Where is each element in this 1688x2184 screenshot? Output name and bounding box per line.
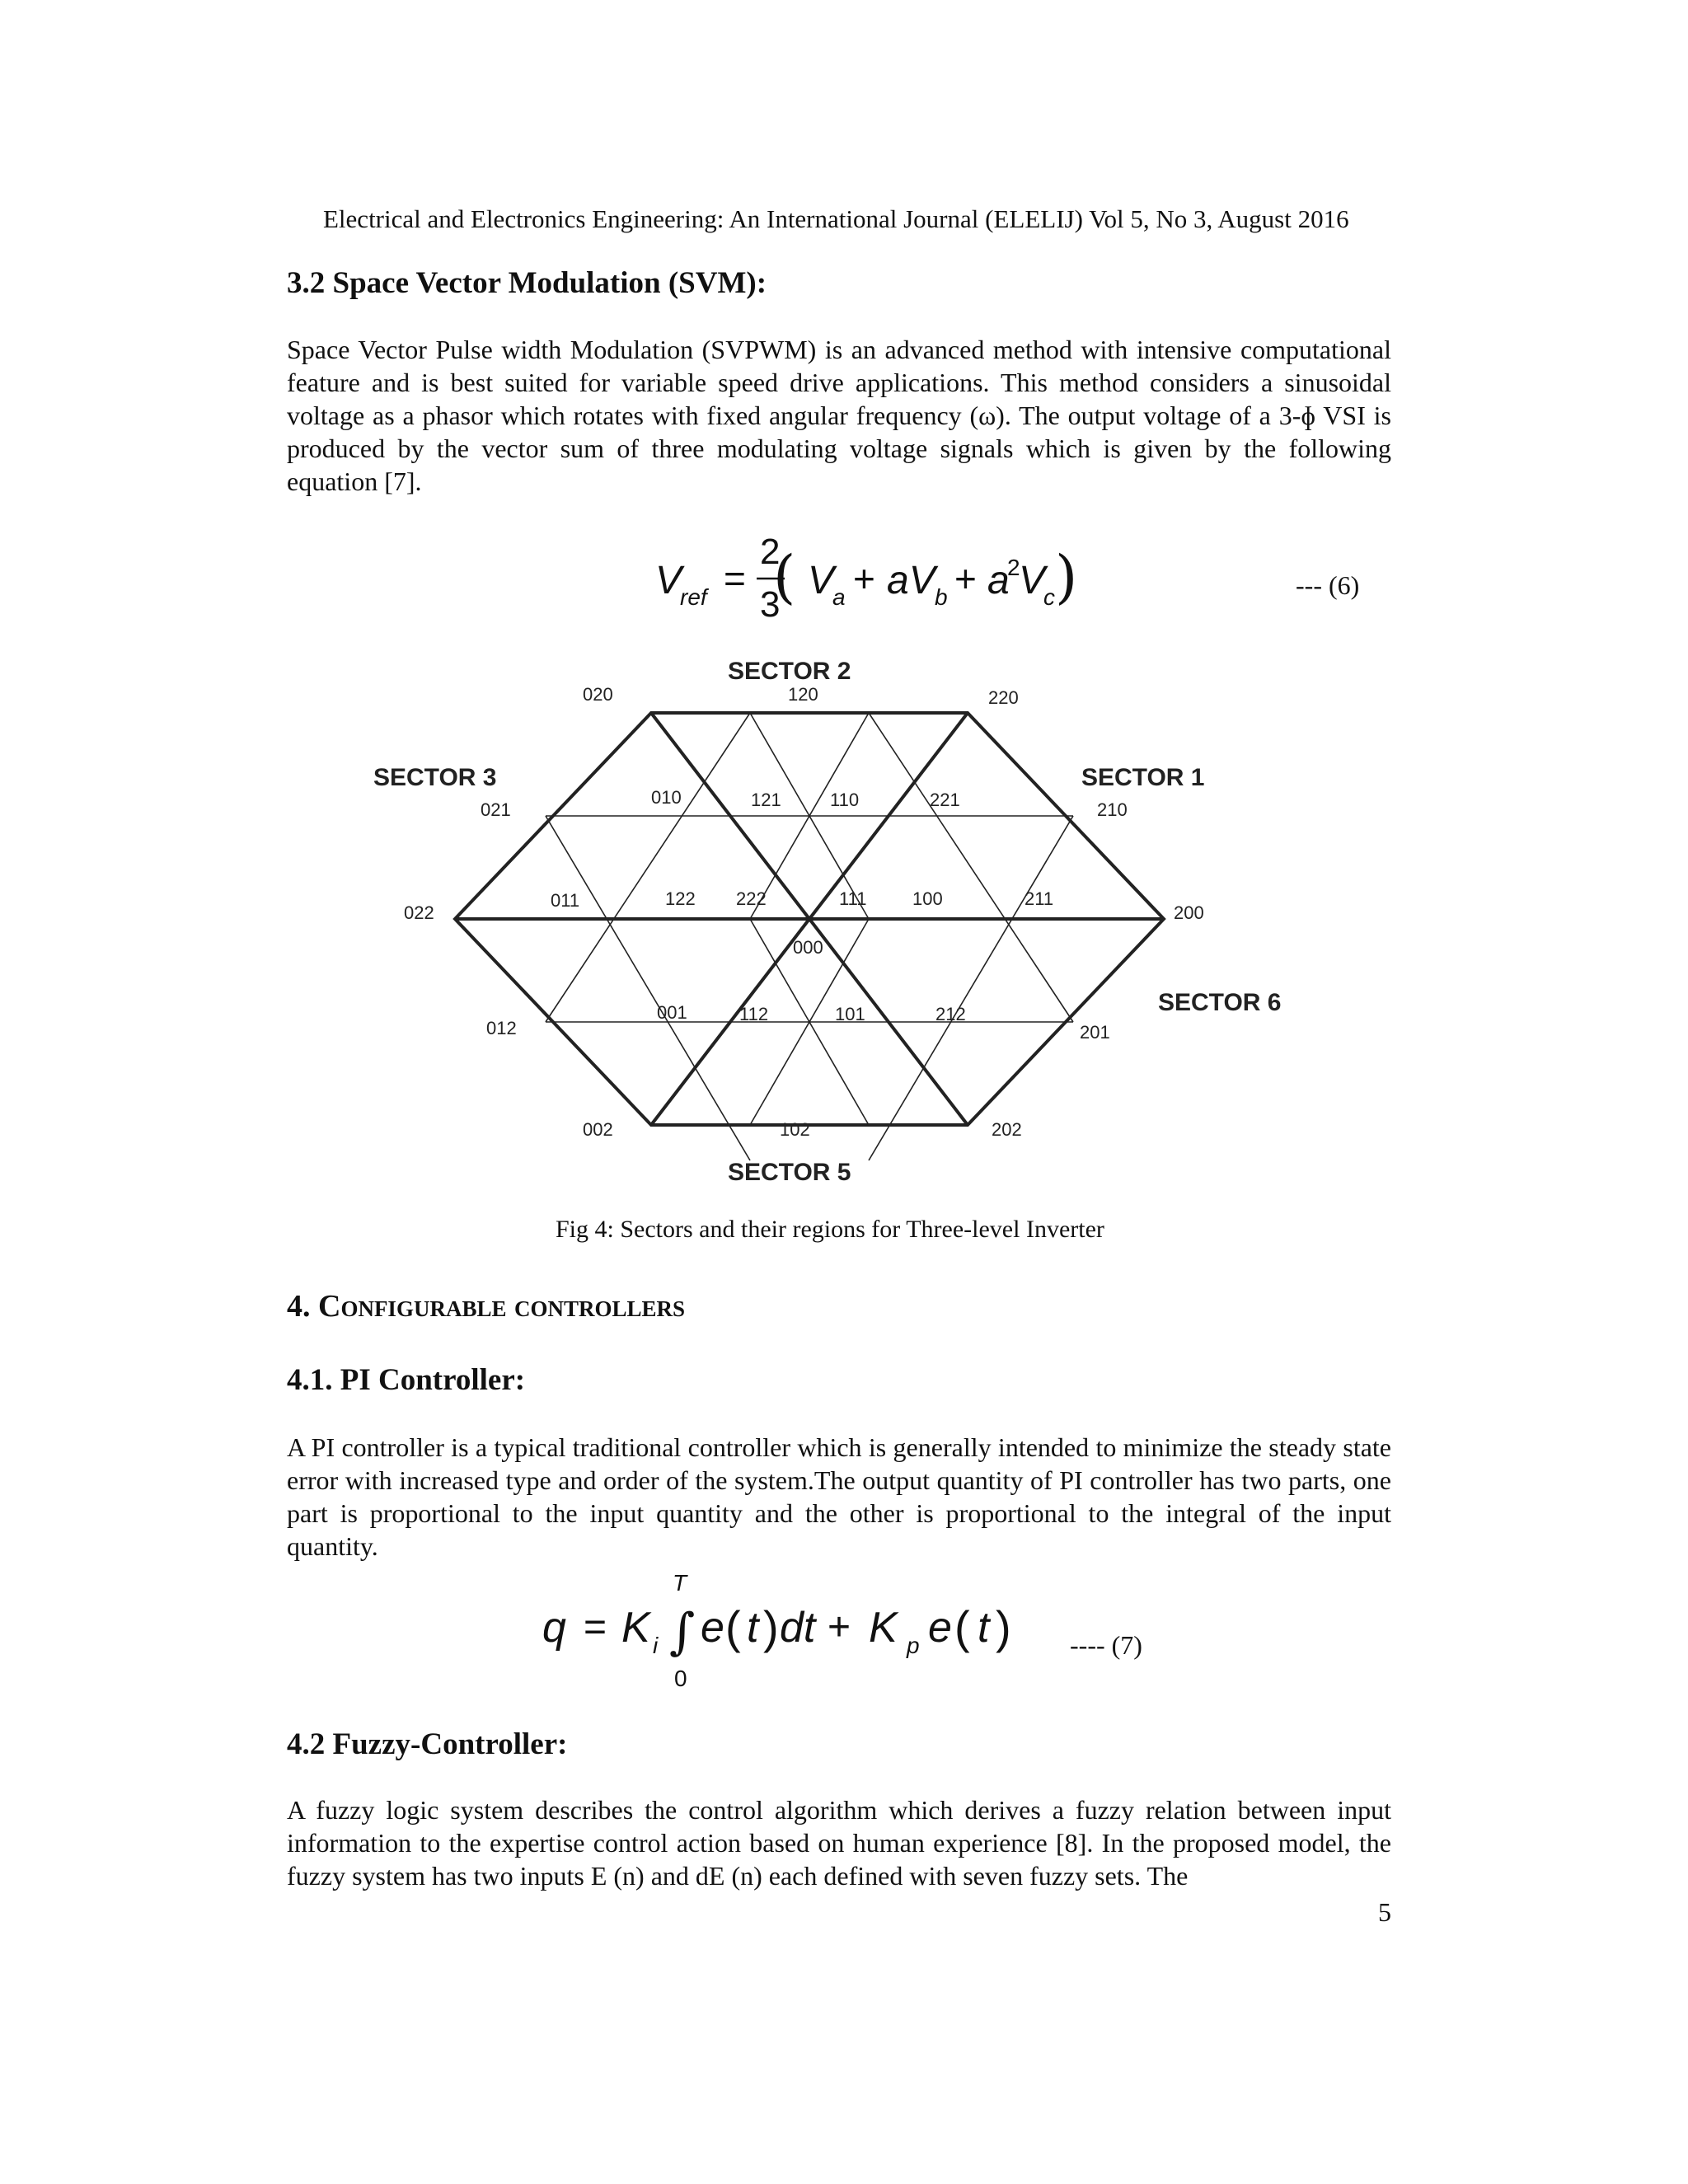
sector-6-label: SECTOR 6	[1158, 989, 1282, 1016]
vector-label: 220	[988, 687, 1019, 708]
eq7-paren3: (	[954, 1601, 970, 1653]
vector-label: 111	[839, 888, 867, 909]
sector-2-label: SECTOR 2	[728, 658, 851, 685]
vector-label: 101	[835, 1004, 865, 1024]
vector-label: 200	[1174, 902, 1204, 923]
figure-caption: Fig 4: Sectors and their regions for Three-level Inverter	[556, 1216, 1104, 1243]
section-heading-fuzzy: 4.2 Fuzzy-Controller:	[287, 1727, 568, 1761]
equation-6-number: --- (6)	[1296, 570, 1360, 600]
eq7-plus: +	[828, 1605, 851, 1649]
eq7-dt: dt	[780, 1604, 816, 1652]
vector-label: 022	[404, 902, 434, 923]
vector-label: 211	[1025, 888, 1054, 909]
eq7-equals: =	[584, 1605, 607, 1649]
eq6-numerator: 2	[760, 532, 781, 572]
vector-label: 122	[665, 888, 696, 909]
vector-label: 102	[780, 1119, 810, 1140]
eq7-sub-i: i	[653, 1633, 659, 1658]
vector-label: 121	[751, 790, 781, 810]
section-title: Configurable controllers	[318, 1289, 686, 1324]
eq6-sub-a: a	[832, 584, 846, 610]
vector-label: 012	[486, 1018, 517, 1038]
eq7-paren4: )	[996, 1601, 1011, 1653]
vector-label: 011	[551, 890, 580, 911]
section-heading-pi: 4.1. PI Controller:	[287, 1363, 526, 1397]
eq7-sub-p: p	[907, 1633, 920, 1658]
vector-label: 010	[651, 787, 682, 808]
eq6-sub-c: c	[1043, 584, 1055, 610]
vector-label: 110	[830, 790, 860, 810]
eq7-e2: e	[928, 1604, 952, 1652]
eq6-denominator: 3	[760, 584, 781, 625]
vector-label: 100	[912, 888, 943, 909]
vector-label: 112	[739, 1004, 769, 1024]
vector-label: 020	[583, 684, 613, 705]
eq6-plus2: +	[954, 557, 977, 600]
eq6-sup-2: 2	[1007, 555, 1020, 580]
vector-label: 120	[788, 684, 818, 705]
pi-paragraph	[287, 1431, 1391, 1563]
fuzzy-paragraph	[287, 1793, 1391, 1892]
vector-label: 002	[583, 1119, 613, 1140]
vector-label: 222	[736, 888, 767, 909]
eq6-vc: V	[1019, 559, 1046, 602]
fuzzy-paragraph-text: A fuzzy logic system describes the control algorithm which derives a fuzzy relation between input information to the expertise control action based on human experience [8]. In the proposed model, the fuzzy system has two inputs E (n) and dE (n) each defined with seven fuzzy sets. The	[287, 1795, 1391, 1891]
eq7-t1: t	[747, 1604, 759, 1652]
eq6-left-paren: (	[773, 543, 796, 611]
sector-3-label: SECTOR 3	[373, 764, 497, 791]
vector-label: 001	[657, 1002, 687, 1023]
eq6-a2: a	[987, 559, 1010, 602]
vector-label: 021	[481, 799, 511, 820]
vector-label: 221	[930, 790, 960, 810]
eq6-avb: aV	[887, 559, 935, 602]
eq7-paren1: (	[725, 1601, 741, 1653]
vector-label: 212	[935, 1004, 966, 1024]
eq7-e1: e	[701, 1604, 724, 1652]
eq7-upper-limit: T	[673, 1570, 687, 1596]
eq7-t2: t	[978, 1604, 990, 1652]
sector-diagram	[363, 643, 1352, 1203]
eq6-plus1: +	[853, 557, 875, 600]
eq7-kp: K	[869, 1604, 898, 1652]
sector-5-label: SECTOR 5	[728, 1159, 851, 1186]
vector-label: 202	[992, 1119, 1022, 1140]
eq7-q: q	[542, 1604, 566, 1652]
eq6-sub-ref: ref	[680, 584, 707, 610]
eq7-paren2: )	[763, 1601, 779, 1653]
pi-paragraph-text: A PI controller is a typical traditional controller which is generally intended to minimize the steady state error with increased type and order of the system.The output quantity of PI controller has two parts, one part is proportional to the input quantity and the other is proportional to the integral of the input quantity.	[287, 1432, 1391, 1561]
outer-hexagon-and-sector-lines	[455, 713, 1164, 1125]
eq7-lower-limit: 0	[674, 1666, 687, 1691]
page-number: 5	[1378, 1897, 1391, 1927]
equation-7-number: ---- (7)	[1070, 1630, 1142, 1660]
vector-label: 000	[793, 937, 823, 958]
svm-paragraph-text: Space Vector Pulse width Modulation (SVPWM) is an advanced method with intensive computational feature and is best suited for variable speed drive applications. This method considers a sinusoidal voltage as a phasor which rotates with fixed angular frequency (ω). The output voltage of a 3-ɸ VSI is produced by the vector sum of three modulating voltage signals which is given by the following equation [7].	[287, 335, 1391, 496]
eq6-equals: =	[724, 557, 746, 600]
vector-label: 201	[1080, 1022, 1110, 1043]
vector-label: 210	[1097, 799, 1128, 820]
section-heading-configurable	[287, 1288, 685, 1324]
equation-7	[528, 1566, 1039, 1698]
section-number: 4.	[287, 1289, 318, 1324]
eq6-sub-b: b	[935, 584, 948, 610]
eq6-v: V	[655, 559, 682, 602]
eq7-integral: ∫	[669, 1603, 696, 1661]
section-heading-svm: 3.2 Space Vector Modulation (SVM):	[287, 266, 767, 300]
sector-1-label: SECTOR 1	[1081, 764, 1205, 791]
running-header: Electrical and Electronics Engineering: An International Journal (ELELIJ) Vol 5, No 3, August 2016	[323, 204, 1349, 233]
eq6-right-paren: )	[1055, 543, 1078, 611]
eq6-va: V	[808, 559, 835, 602]
eq7-k: K	[621, 1604, 650, 1652]
equation-6	[643, 519, 1078, 635]
svm-paragraph	[287, 333, 1391, 498]
